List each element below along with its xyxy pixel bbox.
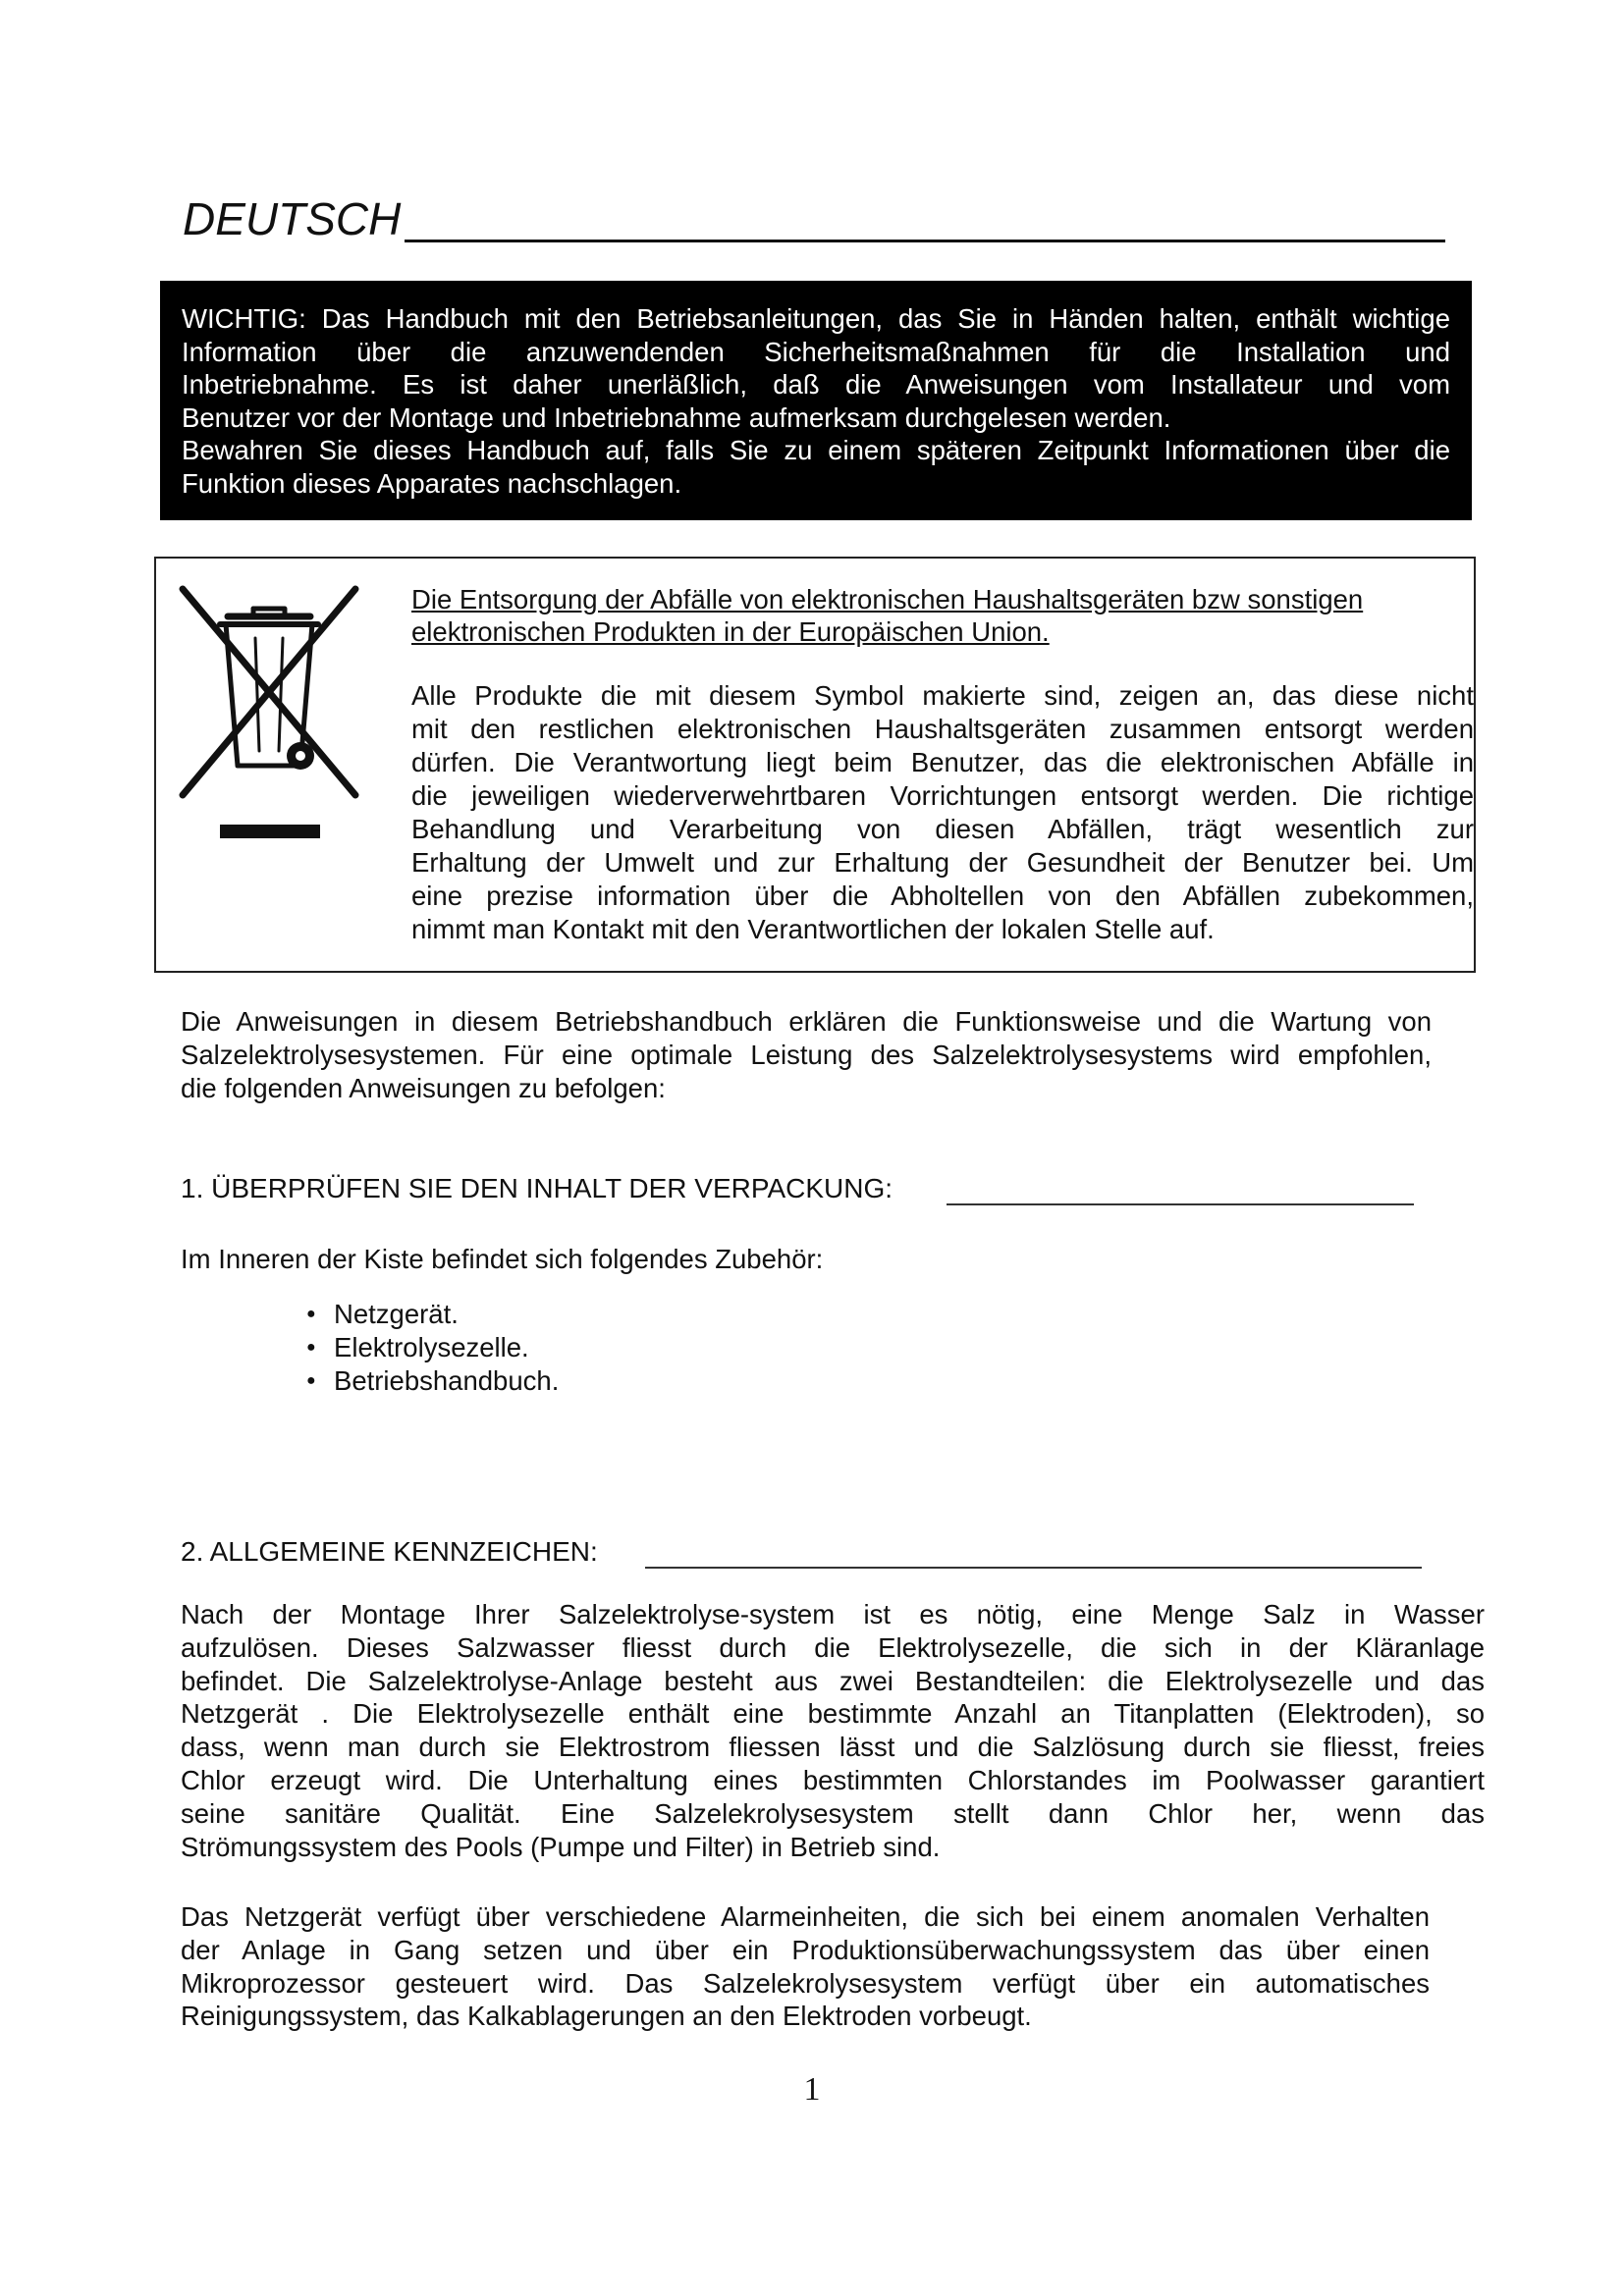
notice-line: Inbetriebnahme. Es ist daher unerläßlich, daß die Anweisungen vom Installateur und vom <box>182 369 1450 400</box>
notice-line: Bewahren Sie dieses Handbuch auf, falls Sie zu einem späteren Zeitpunkt Informationen über die <box>182 435 1450 466</box>
weee-body-line: dürfen. Die Verantwortung liegt beim Benutzer, das die elektronischen Abfälle in <box>411 747 1474 777</box>
section-2-rule <box>645 1567 1422 1569</box>
weee-heading <box>411 583 1447 648</box>
weee-body <box>411 679 1474 946</box>
weee-body-line: eine prezise information über die Abholtellen von den Abfällen zubekommen, <box>411 881 1474 911</box>
intro-line: Salzelektrolysesystemen. Für eine optimale Leistung des Salzelektrolysesystems wird empfohlen, <box>181 1039 1432 1070</box>
section-2-paragraph-2 <box>181 1900 1430 2033</box>
notice-line: WICHTIG: Das Handbuch mit den Betriebsanleitungen, das Sie in Händen halten, enthält wichtige <box>182 303 1450 334</box>
weee-body-line: Alle Produkte die mit diesem Symbol makierte sind, zeigen an, das diese nicht <box>411 680 1474 711</box>
list-item: ● Betriebshandbuch. <box>295 1364 559 1398</box>
weee-heading-line: Die Entsorgung der Abfälle von elektronischen Haushaltsgeräten bzw sonstigen <box>411 584 1364 614</box>
weee-body-line: nimmt man Kontakt mit den Verantwortlichen der lokalen Stelle auf. <box>411 914 1215 944</box>
intro-paragraph <box>181 1005 1432 1104</box>
weee-body-line: mit den restlichen elektronischen Haushaltsgeräten zusammen entsorgt werden <box>411 714 1474 744</box>
notice-line: Benutzer vor der Montage und Inbetriebnahme aufmerksam durchgelesen werden. <box>182 401 1171 433</box>
weee-heading-line: elektronischen Produkten in der Europäischen Union. <box>411 616 1050 647</box>
weee-body-line: Behandlung und Verarbeitung von diesen Abfällen, trägt wesentlich zur <box>411 814 1474 844</box>
paragraph-line: Reinigungssystem, das Kalkablagerungen an den Elektroden vorbeugt. <box>181 2001 1032 2032</box>
notice-line: Information über die anzuwendenden Sicherheitsmaßnahmen für die Installation und <box>182 336 1450 367</box>
section-1-rule <box>947 1203 1414 1205</box>
section-2-paragraph-1 <box>181 1598 1485 1863</box>
section-1-intro: Im Inneren der Kiste befindet sich folgendes Zubehör: <box>181 1244 824 1274</box>
paragraph-line: aufzulösen. Dieses Salzwasser fliesst durch die Elektrolysezelle, die sich in der Kläranlage <box>181 1631 1485 1663</box>
list-item: ● Elektrolysezelle. <box>295 1331 559 1364</box>
weee-body-line: die jeweiligen wiederverwehrtbaren Vorrichtungen entsorgt werden. Die richtige <box>411 780 1474 811</box>
crossed-out-wheelie-bin-icon <box>177 579 361 844</box>
paragraph-line: Mikroprozessor gesteuert wird. Das Salzelekrolysesystem verfügt über ein automatisches <box>181 1967 1430 1999</box>
paragraph-line: dass, wenn man durch sie Elektrostrom fliessen lässt und die Salzlösung durch sie fliesst, freies <box>181 1732 1485 1763</box>
list-item: ● Netzgerät. <box>295 1298 559 1331</box>
intro-line: Die Anweisungen in diesem Betriebshandbuch erklären die Funktionsweise und die Wartung von <box>181 1006 1432 1037</box>
intro-line: die folgenden Anweisungen zu befolgen: <box>181 1072 666 1103</box>
section-2-heading: 2. ALLGEMEINE KENNZEICHEN: <box>181 1536 598 1567</box>
paragraph-line: Strömungssystem des Pools (Pumpe und Filter) in Betrieb sind. <box>181 1831 941 1862</box>
section-1-heading: 1. ÜBERPRÜFEN SIE DEN INHALT DER VERPACKUNG: <box>181 1173 893 1203</box>
contents-list <box>295 1298 559 1398</box>
paragraph-line: der Anlage in Gang setzen und über ein Produktionsüberwachungssystem das über einen <box>181 1934 1430 1965</box>
paragraph-line: Chlor erzeugt wird. Die Unterhaltung eines bestimmten Chlorstandes im Poolwasser garantiert <box>181 1764 1485 1795</box>
notice-line: Funktion dieses Apparates nachschlagen. <box>182 467 682 499</box>
paragraph-line: Nach der Montage Ihrer Salzelektrolyse-system ist es nötig, eine Menge Salz in Wasser <box>181 1599 1485 1629</box>
important-notice-box <box>160 281 1472 520</box>
paragraph-line: befindet. Die Salzelektrolyse-Anlage besteht aus zwei Bestandteilen: die Elektrolysezelle und das <box>181 1665 1485 1696</box>
paragraph-line: Das Netzgerät verfügt über verschiedene Alarmeinheiten, die sich bei einem anomalen Verhalten <box>181 1901 1430 1932</box>
weee-body-line: Erhaltung der Umwelt und zur Erhaltung der Gesundheit der Benutzer bei. Um <box>411 847 1474 878</box>
title-rule <box>405 240 1445 242</box>
paragraph-line: seine sanitäre Qualität. Eine Salzelekrolysesystem stellt dann Chlor her, wenn das <box>181 1797 1485 1829</box>
paragraph-line: Netzgerät . Die Elektrolysezelle enthält eine bestimmte Anzahl an Titanplatten (Elektroden), so <box>181 1698 1485 1730</box>
page-number: 1 <box>803 2071 821 2108</box>
language-title: DEUTSCH <box>183 193 402 244</box>
